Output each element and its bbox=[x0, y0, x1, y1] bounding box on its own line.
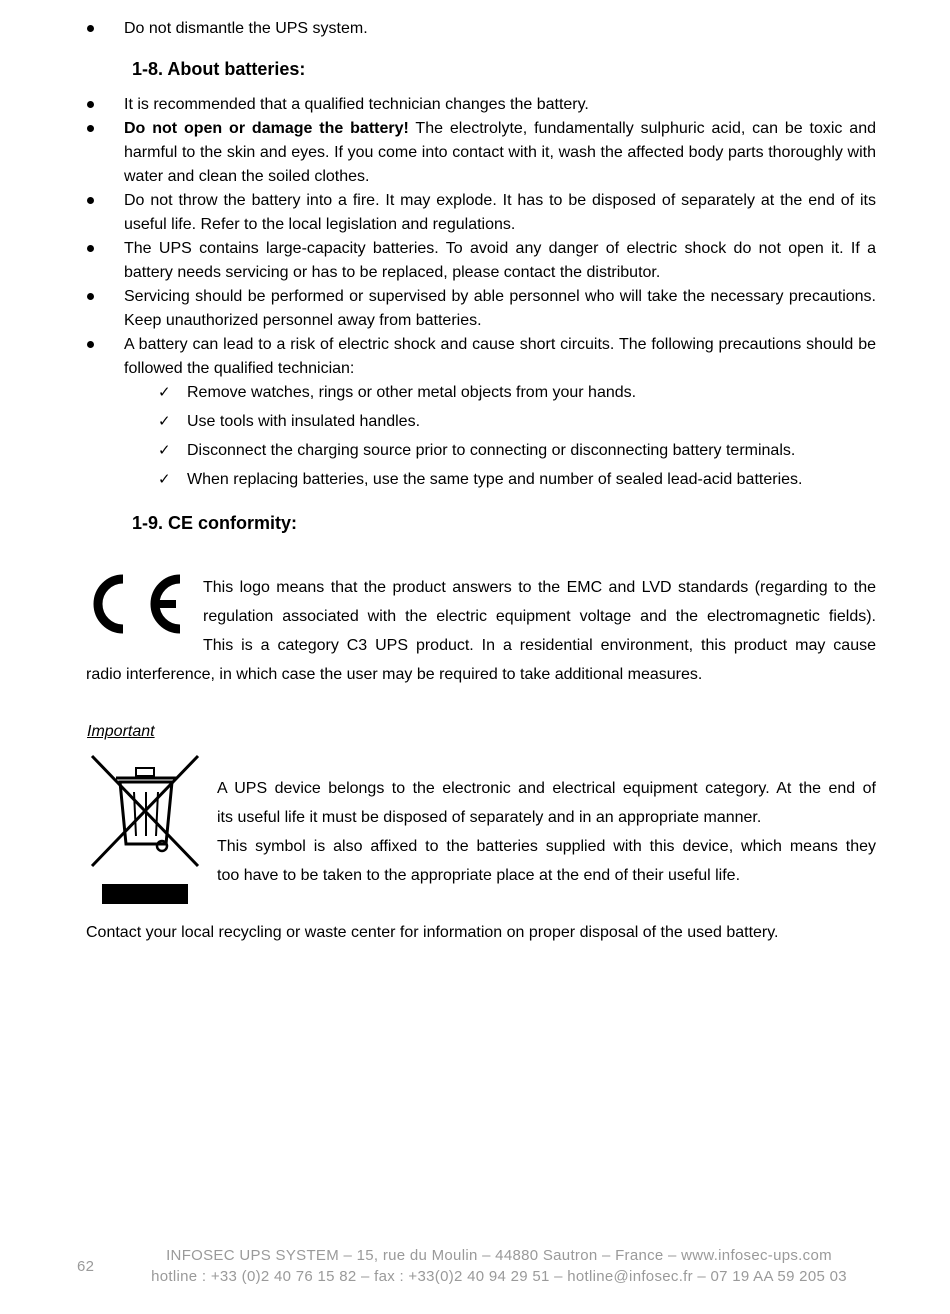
contact-text: Contact your local recycling or waste center for information on proper disposal of the used battery. bbox=[86, 924, 779, 941]
section-heading-ce: 1-9. CE conformity: bbox=[132, 513, 298, 533]
ce-text-line: This is a category C3 UPS product. In a residential environment, this product may cause bbox=[203, 637, 876, 654]
ce-text-line: radio interference, in which case the user may be required to take additional measures. bbox=[86, 666, 703, 683]
footer-contact: hotline : +33 (0)2 40 76 15 82 – fax : +33(0)2 40 94 29 51 – hotline@infosec.fr – 07 19 AA 59 205 03 bbox=[151, 1268, 847, 1285]
top-bullet-text: Do not dismantle the UPS system. bbox=[124, 20, 368, 37]
page-number: 62 bbox=[77, 1258, 95, 1275]
ce-text-line: regulation associated with the electric equipment voltage and the electromagnetic fields). bbox=[203, 608, 876, 625]
crossed-out-bin-icon bbox=[86, 748, 204, 920]
ce-mark-icon bbox=[86, 567, 186, 641]
check-icon: ✓ bbox=[158, 470, 171, 488]
bullet-dot bbox=[87, 101, 94, 108]
battery-bullet-5: Servicing should be performed or supervised by able personnel who will take the necessary precautions. Keep unauthorized personnel away from batteries. bbox=[124, 288, 876, 329]
battery-bullet-6: A battery can lead to a risk of electric shock and cause short circuits. The following precautions should be followed the qualified technician: bbox=[124, 336, 876, 377]
bullet-dot bbox=[87, 25, 94, 32]
important-text-line: too have to be taken to the appropriate place at the end of their useful life. bbox=[217, 867, 741, 884]
ce-text-line: This logo means that the product answers to the EMC and LVD standards (regarding to the bbox=[203, 579, 876, 596]
battery-bullet-2-text: The electrolyte, fundamentally sulphuric acid, can be toxic and harmful to the skin and eyes. If you come into contact with it, wash the affected body parts thoroughly with water and clean the soiled clothes. bbox=[124, 120, 876, 185]
check-icon: ✓ bbox=[158, 383, 171, 401]
bullet-dot bbox=[87, 341, 94, 348]
bullet-dot bbox=[87, 125, 94, 132]
important-label: Important bbox=[87, 723, 155, 740]
precaution-item: Use tools with insulated handles. bbox=[187, 413, 421, 430]
check-icon: ✓ bbox=[158, 441, 171, 459]
battery-bullet-3: Do not throw the battery into a fire. It may explode. It has to be disposed of separately at the end of its useful life. Refer to the local legislation and regulations. bbox=[124, 192, 876, 233]
important-text-line: This symbol is also affixed to the batteries supplied with this device, which means they bbox=[217, 838, 876, 855]
battery-bullet-1: It is recommended that a qualified technician changes the battery. bbox=[124, 96, 589, 113]
bullet-dot bbox=[87, 197, 94, 204]
bullet-dot bbox=[87, 245, 94, 252]
section-heading-batteries: 1-8. About batteries: bbox=[132, 59, 306, 79]
precaution-item: Remove watches, rings or other metal objects from your hands. bbox=[187, 384, 637, 401]
battery-bullet-4: The UPS contains large-capacity batteries. To avoid any danger of electric shock do not open it. If a battery needs servicing or has to be replaced, please contact the distributor. bbox=[124, 240, 876, 281]
footer-address: INFOSEC UPS SYSTEM – 15, rue du Moulin – 44880 Sautron – France – www.infosec-ups.com bbox=[166, 1247, 832, 1264]
check-icon: ✓ bbox=[158, 412, 171, 430]
important-text-line: A UPS device belongs to the electronic and electrical equipment category. At the end of bbox=[217, 780, 876, 797]
important-text-line: its useful life it must be disposed of separately and in an appropriate manner. bbox=[217, 809, 762, 826]
bullet-dot bbox=[87, 293, 94, 300]
battery-bullet-2-bold: Do not open or damage the battery! bbox=[124, 120, 409, 137]
precaution-item: Disconnect the charging source prior to connecting or disconnecting battery terminals. bbox=[187, 442, 796, 459]
battery-bullet-2 bbox=[124, 117, 876, 189]
precaution-item: When replacing batteries, use the same type and number of sealed lead-acid batteries. bbox=[187, 471, 803, 488]
